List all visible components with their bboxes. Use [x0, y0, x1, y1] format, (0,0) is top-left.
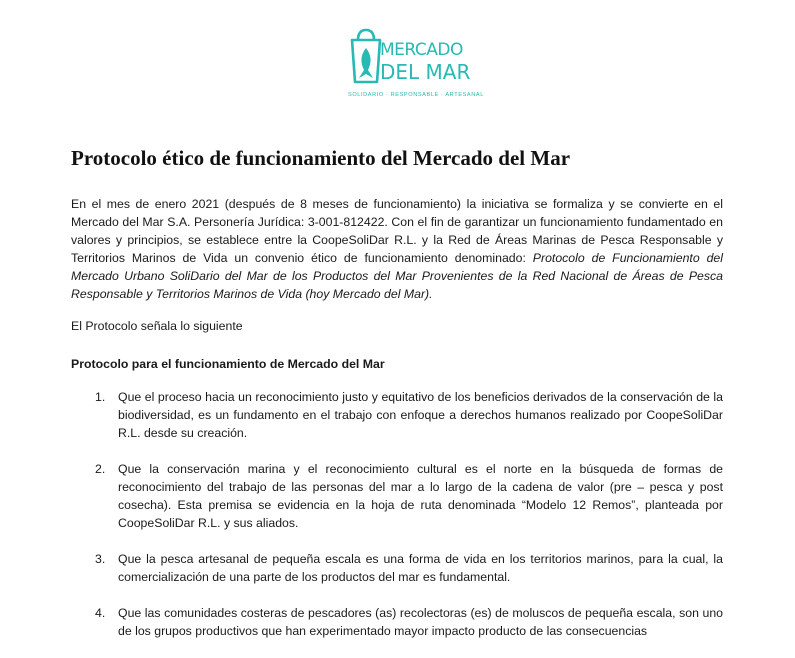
list-text: Que las comunidades costeras de pescadores (as) recolectoras (es) de moluscos de pequeña escala, son uno de los grupos productivos que han experimentado mayor impacto producto de las consecuencias — [118, 606, 723, 638]
list-number: 1. — [95, 390, 106, 404]
document-title: Protocolo ético de funcionamiento del Mercado del Mar — [71, 146, 571, 170]
list-text: Que el proceso hacia un reconocimiento justo y equitativo de los beneficios derivados de la conservación de la biodiversidad, es un fundamento en el trabajo con enfoque a derechos humanos realizado por CoopeSoliDar R.L. desde su creación. — [118, 390, 723, 440]
list-number: 4. — [95, 606, 106, 620]
list-number: 2. — [95, 462, 106, 476]
logo-tagline: SOLIDARIO · RESPONSABLE · ARTESANAL — [348, 92, 484, 98]
list-item — [71, 460, 723, 532]
statement-paragraph: El Protocolo señala lo siguiente — [71, 319, 243, 333]
list-item — [71, 604, 723, 640]
intro-text: En el mes de enero 2021 (después de 8 meses de funcionamiento) la iniciativa se formaliza y se convierte en el Mercado del Mar S.A. Personería Jurídica: 3-001-812422. Con el fin de garantizar un funcionamiento fundamentado en valores y principios, se establece entre la CoopeSoliDar R.L. y la Red de Áreas Marinas de Pesca Responsable y Territorios Marinos de Vida un convenio ético de funcionamiento denominado: — [71, 197, 723, 265]
list-number: 3. — [95, 552, 106, 566]
list-text: Que la conservación marina y el reconocimiento cultural es el norte en la búsqueda de formas de reconocimiento del trabajo de las personas del mar a lo largo de la cadena de valor (pre – pesca y post cosecha). Esta premisa se evidencia en la hoja de ruta denominada “Modelo 12 Remos”, planteada por CoopeSoliDar R.L. y sus aliados. — [118, 462, 723, 530]
intro-paragraph — [71, 195, 723, 303]
logo-line-1: MERCADO — [380, 40, 463, 60]
shopping-bag-fish-icon — [348, 26, 384, 86]
protocol-list — [71, 388, 723, 658]
mercado-del-mar-logo — [348, 26, 484, 102]
list-item — [71, 388, 723, 442]
logo-line-2: DEL MAR — [380, 60, 471, 84]
list-item — [71, 550, 723, 586]
list-text: Que la pesca artesanal de pequeña escala es una forma de vida en los territorios marinos, para la cual, la comercialización de una parte de los productos del mar es fundamental. — [118, 552, 723, 584]
section-subheading: Protocolo para el funcionamiento de Mercado del Mar — [71, 357, 385, 371]
protocol-name: Protocolo de Funcionamiento del Mercado Urbano SoliDario del Mar de los Productos del Mar Provenientes de la Red Nacional de Áreas de Pesca Responsable y Territorios Marinos de Vida (hoy Mercado del Mar). — [71, 251, 723, 301]
